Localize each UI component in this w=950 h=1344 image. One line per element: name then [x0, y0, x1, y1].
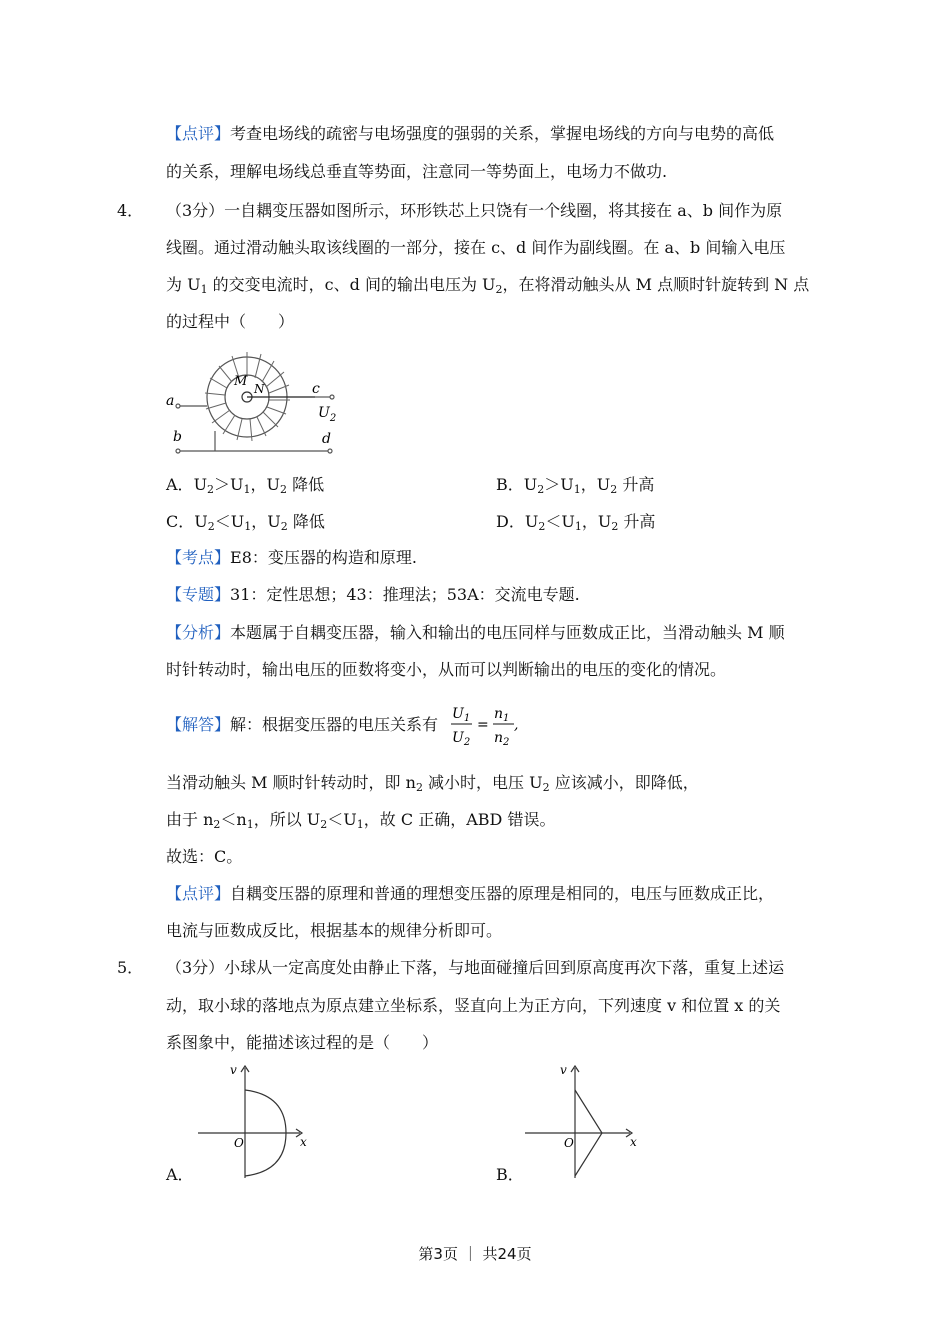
fenxi-line-1: 【分析】本题属于自耦变压器，输入和输出的电压同样与匝数成正比，当滑动触头 M 顺	[166, 623, 785, 642]
question-5-number: 5．	[117, 958, 144, 977]
question-4-line-4: 的过程中（ ）	[166, 312, 295, 331]
jieda-answer: 故选：C。	[166, 847, 243, 866]
voltage-ratio-formula	[450, 700, 520, 750]
svg-text:,: ,	[514, 717, 519, 733]
svg-text:v: v	[230, 1063, 237, 1077]
svg-text:=: =	[477, 717, 489, 733]
label-b: b	[173, 429, 182, 445]
label-U2: $U_2$	[318, 405, 337, 424]
zhuanti: 【专题】31：定性思想；43：推理法；53A：交流电专题.	[166, 585, 580, 604]
svg-text:U2: $U_2$	[452, 730, 471, 748]
fenxi-line-2: 时针转动时，输出电压的匝数将变小，从而可以判断输出的电压的变化的情况。	[166, 660, 727, 679]
svg-text:v: v	[560, 1063, 567, 1077]
dianping-line-1: 【点评】自耦变压器的原理和普通的理想变压器的原理是相同的，电压与匝数成正比，	[166, 884, 775, 903]
label-d: d	[322, 431, 331, 447]
question-4-line-1: （3分）一自耦变压器如图所示，环形铁芯上只饶有一个线圈，将其接在 a、b 间作为原	[166, 201, 783, 220]
terminal-c	[330, 395, 334, 399]
page-footer: 第3页 ｜ 共24页	[418, 1245, 532, 1263]
jieda-line-3: 由于 $n_2<n_1$，所以 $U_2<U_1$，故 C 正确，ABD 错误。	[166, 810, 556, 831]
svg-text:n1: $n_1$	[494, 706, 510, 724]
option-a[interactable]: A．$U_2>U_1$，$U_2$ 降低	[166, 475, 325, 496]
question-4-line-3: 为 $U_1$ 的交变电流时，c、d 间的输出电压为 $U_2$，在将滑动触头从 M 点顺时针旋转到 N 点	[166, 275, 810, 296]
jieda-line-2: 当滑动触头 M 顺时针转动时，即 $n_2$ 减小时，电压 $U_2$ 应该减小，即降低，	[166, 773, 699, 794]
question-5-line-2: 动，取小球的落地点为原点建立坐标系，竖直向上为正方向，下列速度 v 和位置 x 的关	[166, 996, 781, 1015]
review-line-2: 的关系，理解电场线总垂直等势面，注意同一等势面上，电场力不做功.	[166, 162, 668, 181]
svg-text:x: x	[300, 1135, 307, 1149]
graph-b	[520, 1060, 645, 1180]
svg-text:x: x	[630, 1135, 637, 1149]
kaodian: 【考点】E8：变压器的构造和原理.	[166, 548, 417, 567]
graph-option-a[interactable]: A．	[166, 1165, 194, 1184]
svg-text:U1: $U_1$	[452, 706, 471, 724]
label-N: N	[254, 382, 265, 396]
option-d[interactable]: D．$U_2<U_1$，$U_2$ 升高	[496, 512, 656, 533]
graph-option-b[interactable]: B．	[496, 1165, 524, 1184]
question-4-line-2: 线圈。通过滑动触头取该线圈的一部分，接在 c、d 间作为副线圈。在 a、b 间输入电压	[166, 238, 786, 257]
svg-text:O: O	[564, 1136, 574, 1150]
graph-a	[190, 1060, 315, 1180]
option-c[interactable]: C．$U_2<U_1$，$U_2$ 降低	[166, 512, 325, 533]
svg-text:n2: $n_2$	[494, 730, 510, 748]
question-5-line-1: （3分）小球从一定高度处由静止下落，与地面碰撞后回到原高度再次下落，重复上述运	[166, 958, 785, 977]
transformer-figure	[160, 345, 350, 460]
review-line-1: 【点评】考查电场线的疏密与电场强度的强弱的关系，掌握电场线的方向与电势的高低	[166, 124, 775, 143]
option-b[interactable]: B．$U_2>U_1$，$U_2$ 升高	[496, 475, 655, 496]
jieda-intro: 【解答】解：根据变压器的电压关系有	[166, 715, 439, 734]
terminal-b	[176, 449, 180, 453]
dianping-line-2: 电流与匝数成反比，根据基本的规律分析即可。	[166, 921, 503, 940]
question-5-line-3: 系图象中，能描述该过程的是（ ）	[166, 1033, 439, 1052]
svg-text:O: O	[234, 1136, 244, 1150]
label-M: M	[234, 374, 248, 389]
label-c: c	[312, 381, 320, 397]
label-a: a	[166, 393, 175, 409]
question-4-number: 4．	[117, 201, 144, 220]
terminal-a	[176, 404, 180, 408]
terminal-d	[328, 449, 332, 453]
